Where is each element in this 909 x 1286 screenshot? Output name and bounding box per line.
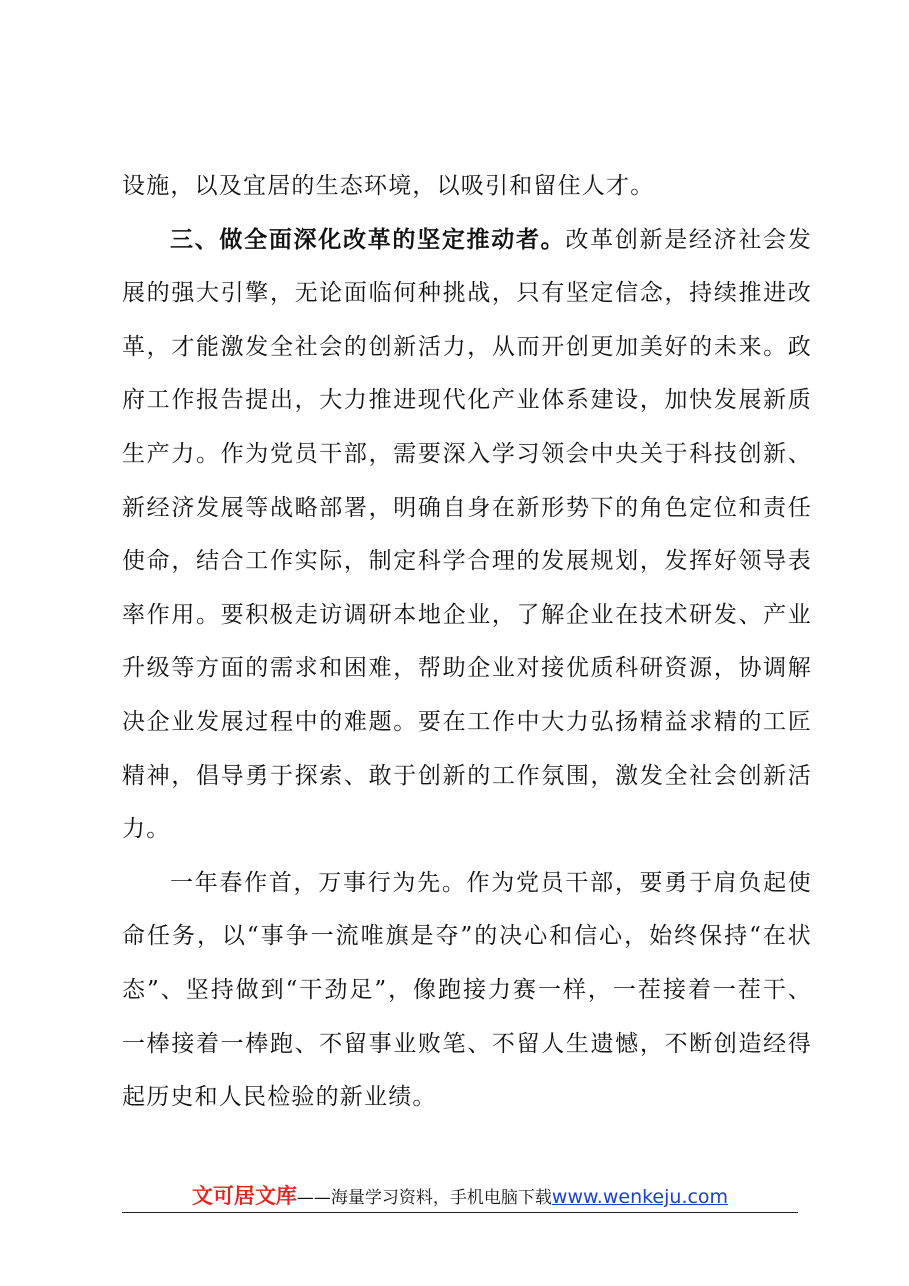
footer-brand: 文可居文库 [191, 1184, 297, 1208]
paragraph-text: 一年春作首，万事行为先。作为党员干部，要勇于肩负起使命任务，以“事争一流唯旗是夺”的决心和信心，始终保持“在状态”、坚持做到“干劲足”，像跑接力赛一样，一茬接着一茬干、一棒接着一棒跑、不留事业败笔、不留人生遗憾，不断创造经得起历史和人民检验的新业绩。 [122, 869, 812, 1111]
footer-site-link[interactable]: www.wenkeju.com [551, 1186, 729, 1208]
paragraph-text: 改革创新是经济社会发展的强大引擎，无论面临何种挑战，只有坚定信念，持续推进改革，才能激发全社会的创新活力，从而开创更加美好的未来。政府工作报告提出，大力推进现代化产业体系建设，加快发展新质生产力。作为党员干部，需要深入学习领会中央关于科技创新、新经济发展等战略部署，明确自身在新形势下的角色定位和责任使命，结合工作实际，制定科学合理的发展规划，发挥好领导表率作用。要积极走访调研本地企业，了解企业在技术研发、产业升级等方面的需求和困难，帮助企业对接优质科研资源，协调解决企业发展过程中的难题。要在工作中大力弘扬精益求精的工匠精神，倡导勇于探索、敢于创新的工作氛围，激发全社会创新活力。 [122, 226, 812, 843]
page-footer [122, 1180, 798, 1212]
paragraph-text: 设施，以及宜居的生态环境，以吸引和留住人才。 [122, 173, 655, 199]
footer-slogan: ——海量学习资料，手机电脑下载 [296, 1188, 552, 1208]
section-heading: 三、做全面深化改革的坚定推动者。 [170, 226, 566, 253]
paragraph-section-three [122, 214, 812, 857]
footer-divider [122, 1212, 798, 1213]
document-body [122, 160, 812, 1125]
paragraph-continuation [122, 160, 812, 214]
paragraph-conclusion [122, 857, 812, 1125]
